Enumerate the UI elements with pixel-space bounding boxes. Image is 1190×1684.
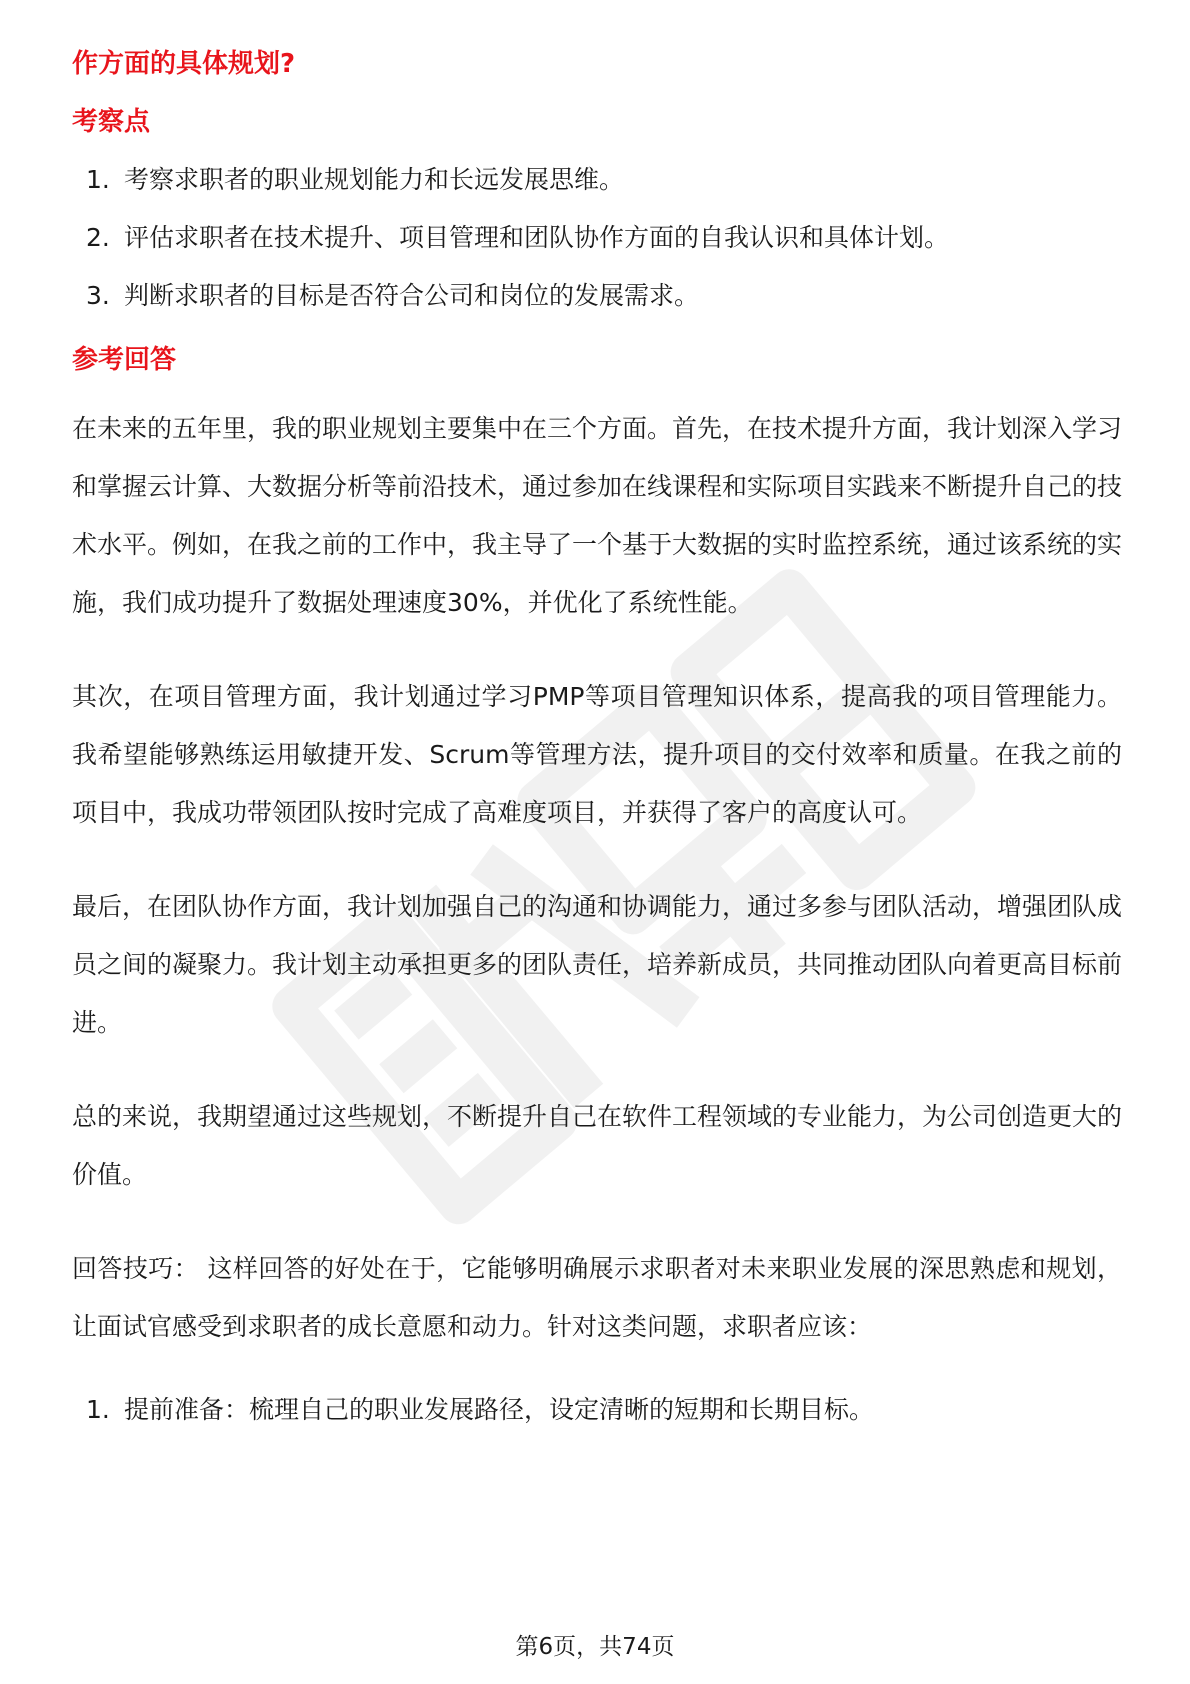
list-number: 3. xyxy=(86,281,110,310)
answer-tips-paragraph: 回答技巧： 这样回答的好处在于，它能够明确展示求职者对未来职业发展的深思熟虑和规划，让面试官感受到求职者的成长意愿和动力。针对这类问题，求职者应该： xyxy=(72,1254,1122,1341)
list-text: 提前准备：梳理自己的职业发展路径，设定清晰的短期和长期目标。 xyxy=(124,1395,875,1424)
list-item xyxy=(72,278,1122,314)
answer-paragraph-1: 在未来的五年里，我的职业规划主要集中在三个方面。首先，在技术提升方面，我计划深入学习和掌握云计算、大数据分析等前沿技术，通过参加在线课程和实际项目实践来不断提升自己的技术水平。例如，在我之前的工作中，我主导了一个基于大数据的实时监控系统，通过该系统的实施，我们成功提升了数据处理速度30%，并优化了系统性能。 xyxy=(72,414,1123,617)
kaocha-heading: 考察点 xyxy=(72,107,151,137)
list-text: 考察求职者的职业规划能力和长远发展思维。 xyxy=(124,165,625,194)
kaocha-list xyxy=(72,162,1122,314)
tips-list xyxy=(72,1392,1122,1428)
list-item xyxy=(72,1392,1122,1428)
page-footer: 第6页，共74页 xyxy=(515,1634,675,1660)
answer-heading: 参考回答 xyxy=(72,345,177,375)
answer-paragraph-2: 其次，在项目管理方面，我计划通过学习PMP等项目管理知识体系，提高我的项目管理能力。我希望能够熟练运用敏捷开发、Scrum等管理方法，提升项目的交付效率和质量。在我之前的项目中，我成功带领团队按时完成了高难度项目，并获得了客户的高度认可。 xyxy=(72,682,1122,827)
list-number: 1. xyxy=(86,165,110,194)
list-item xyxy=(72,220,1122,256)
list-text: 评估求职者在技术提升、项目管理和团队协作方面的自我认识和具体计划。 xyxy=(124,223,950,252)
question-title: 作方面的具体规划? xyxy=(72,49,296,79)
list-number: 2. xyxy=(86,223,110,252)
list-item xyxy=(72,162,1122,198)
answer-paragraph-4: 总的来说，我期望通过这些规划，不断提升自己在软件工程领域的专业能力，为公司创造更大的价值。 xyxy=(72,1102,1123,1189)
answer-paragraph-3: 最后，在团队协作方面，我计划加强自己的沟通和协调能力，通过多参与团队活动，增强团队成员之间的凝聚力。我计划主动承担更多的团队责任，培养新成员，共同推动团队向着更高目标前进。 xyxy=(72,892,1123,1037)
list-text: 判断求职者的目标是否符合公司和岗位的发展需求。 xyxy=(124,281,700,310)
main-content xyxy=(72,44,1122,1428)
list-number: 1. xyxy=(86,1395,110,1424)
